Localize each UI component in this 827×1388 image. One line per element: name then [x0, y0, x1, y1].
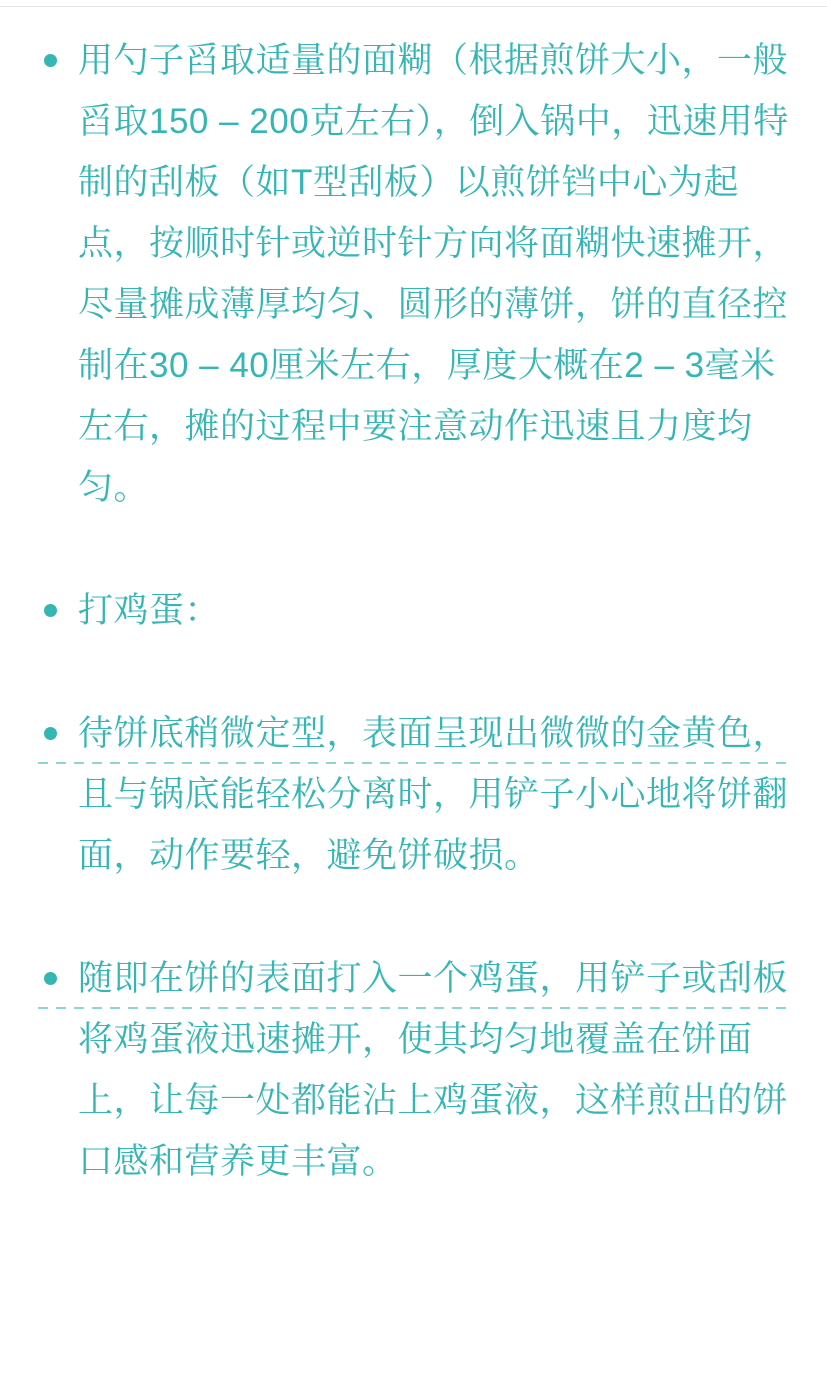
paragraph-crack-egg-heading: [38, 580, 789, 641]
list-item: [38, 948, 789, 1192]
bullet-icon: [44, 972, 57, 985]
list-item: [38, 580, 789, 641]
bullet-icon: [44, 604, 57, 617]
bullet-icon: [44, 54, 57, 67]
bullet-icon: [44, 727, 57, 740]
paragraph-spread-batter: [38, 30, 789, 518]
paragraph-flip-pancake: [38, 703, 789, 886]
paragraph-text: 随即在饼的表面打入一个鸡蛋，用铲子或刮板将鸡蛋液迅速摊开，使其均匀地覆盖在饼面上，让每一处都能沾上鸡蛋液，这样煎出的饼口感和营养更丰富。: [78, 959, 789, 1181]
paragraph-text: 待饼底稍微定型，表面呈现出微微的金黄色，且与锅底能轻松分离时，用铲子小心地将饼翻面，动作要轻，避免饼破损。: [78, 714, 789, 875]
paragraph-text: 用勺子舀取适量的面糊（根据煎饼大小，一般舀取150 – 200克左右），倒入锅中，迅速用特制的刮板（如T型刮板）以煎饼铛中心为起点，按顺时针或逆时针方向将面糊快速摊开，尽量摊成薄厚均匀、圆形的薄饼，饼的直径控制在30 – 40厘米左右，厚度大概在2 – 3毫米左右，摊的过程中要注意动作迅速且力度均匀。: [78, 41, 789, 507]
paragraph-text: 打鸡蛋：: [78, 591, 221, 630]
top-divider: [0, 6, 827, 7]
paragraph-spread-egg: [38, 948, 789, 1192]
list-item: [38, 703, 789, 886]
list-item: [38, 30, 789, 518]
